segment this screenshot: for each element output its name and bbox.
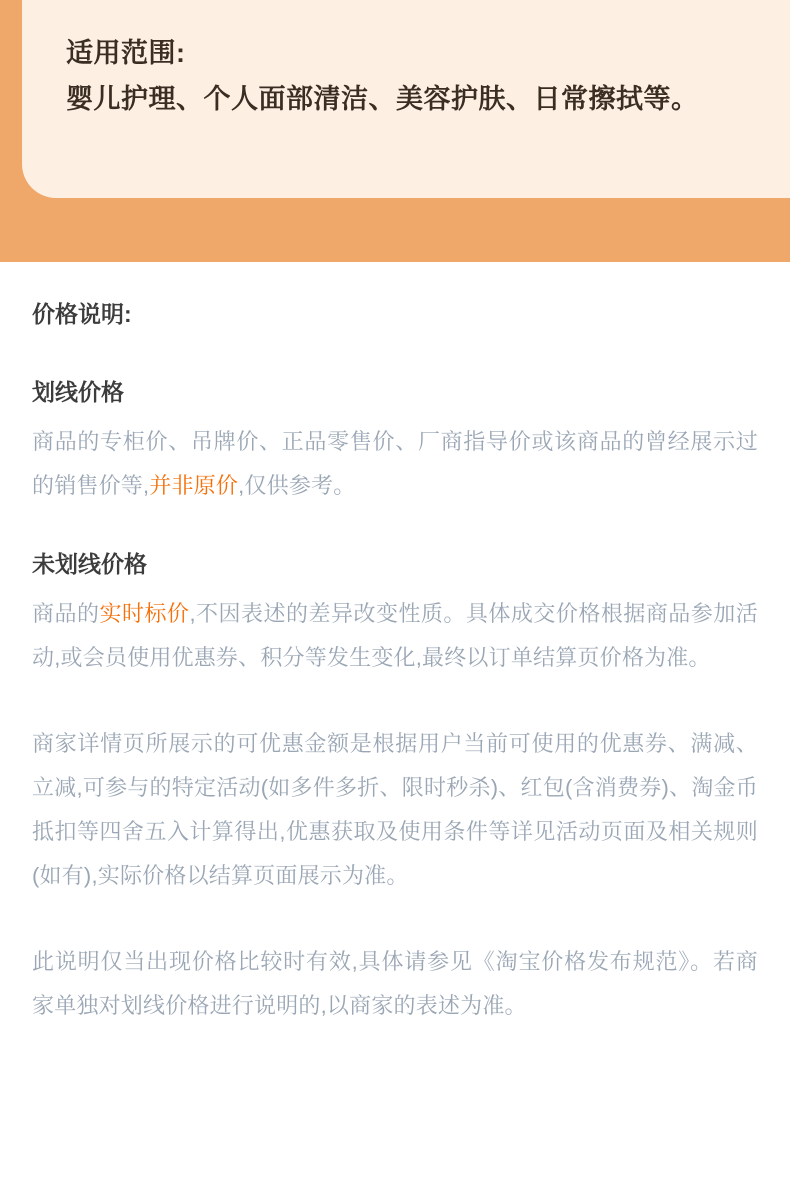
discount-explanation-paragraph: 商家详情页所展示的可优惠金额是根据用户当前可使用的优惠券、满减、立减,可参与的特定活动(如多件多折、限时秒杀)、红包(含消费券)、淘金币抵扣等四舍五入计算得出,优惠获取及使用条件等详见活动页面及相关规则(如有),实际价格以结算页面展示为准。 [32,731,758,888]
price-explanation-section [0,262,790,1028]
strikethrough-price-block [32,374,758,508]
strikethrough-price-text [32,420,758,508]
strikethrough-highlight: 并非原价 [149,473,239,498]
strikethrough-text-before: 商品的专柜价、吊牌价、正品零售价、厂商指导价或该商品的曾经展示过的销售价等, [32,429,758,498]
non-strikethrough-text-after: ,不因表述的差异改变性质。具体成交价格根据商品参加活动,或会员使用优惠券、积分等发生变化,最终以订单结算页价格为准。 [32,601,758,670]
strikethrough-price-title: 划线价格 [32,379,124,405]
price-notice-paragraph: 此说明仅当出现价格比较时有效,具体请参见《淘宝价格发布规范》。若商家单独对划线价格进行说明的,以商家的表述为准。 [32,949,758,1018]
non-strikethrough-text-before: 商品的 [32,601,100,626]
scope-text: 婴儿护理、个人面部清洁、美容护肤、日常擦拭等。 [66,84,699,114]
scope-card [22,0,790,198]
non-strikethrough-highlight: 实时标价 [99,601,190,626]
strikethrough-text-after: ,仅供参考。 [238,473,356,498]
scope-title: 适用范围: [66,38,186,68]
non-strikethrough-price-title: 未划线价格 [32,551,147,577]
non-strikethrough-price-text [32,592,758,680]
price-info-heading: 价格说明: [32,301,132,327]
scope-banner [0,0,790,262]
non-strikethrough-price-block [32,546,758,680]
